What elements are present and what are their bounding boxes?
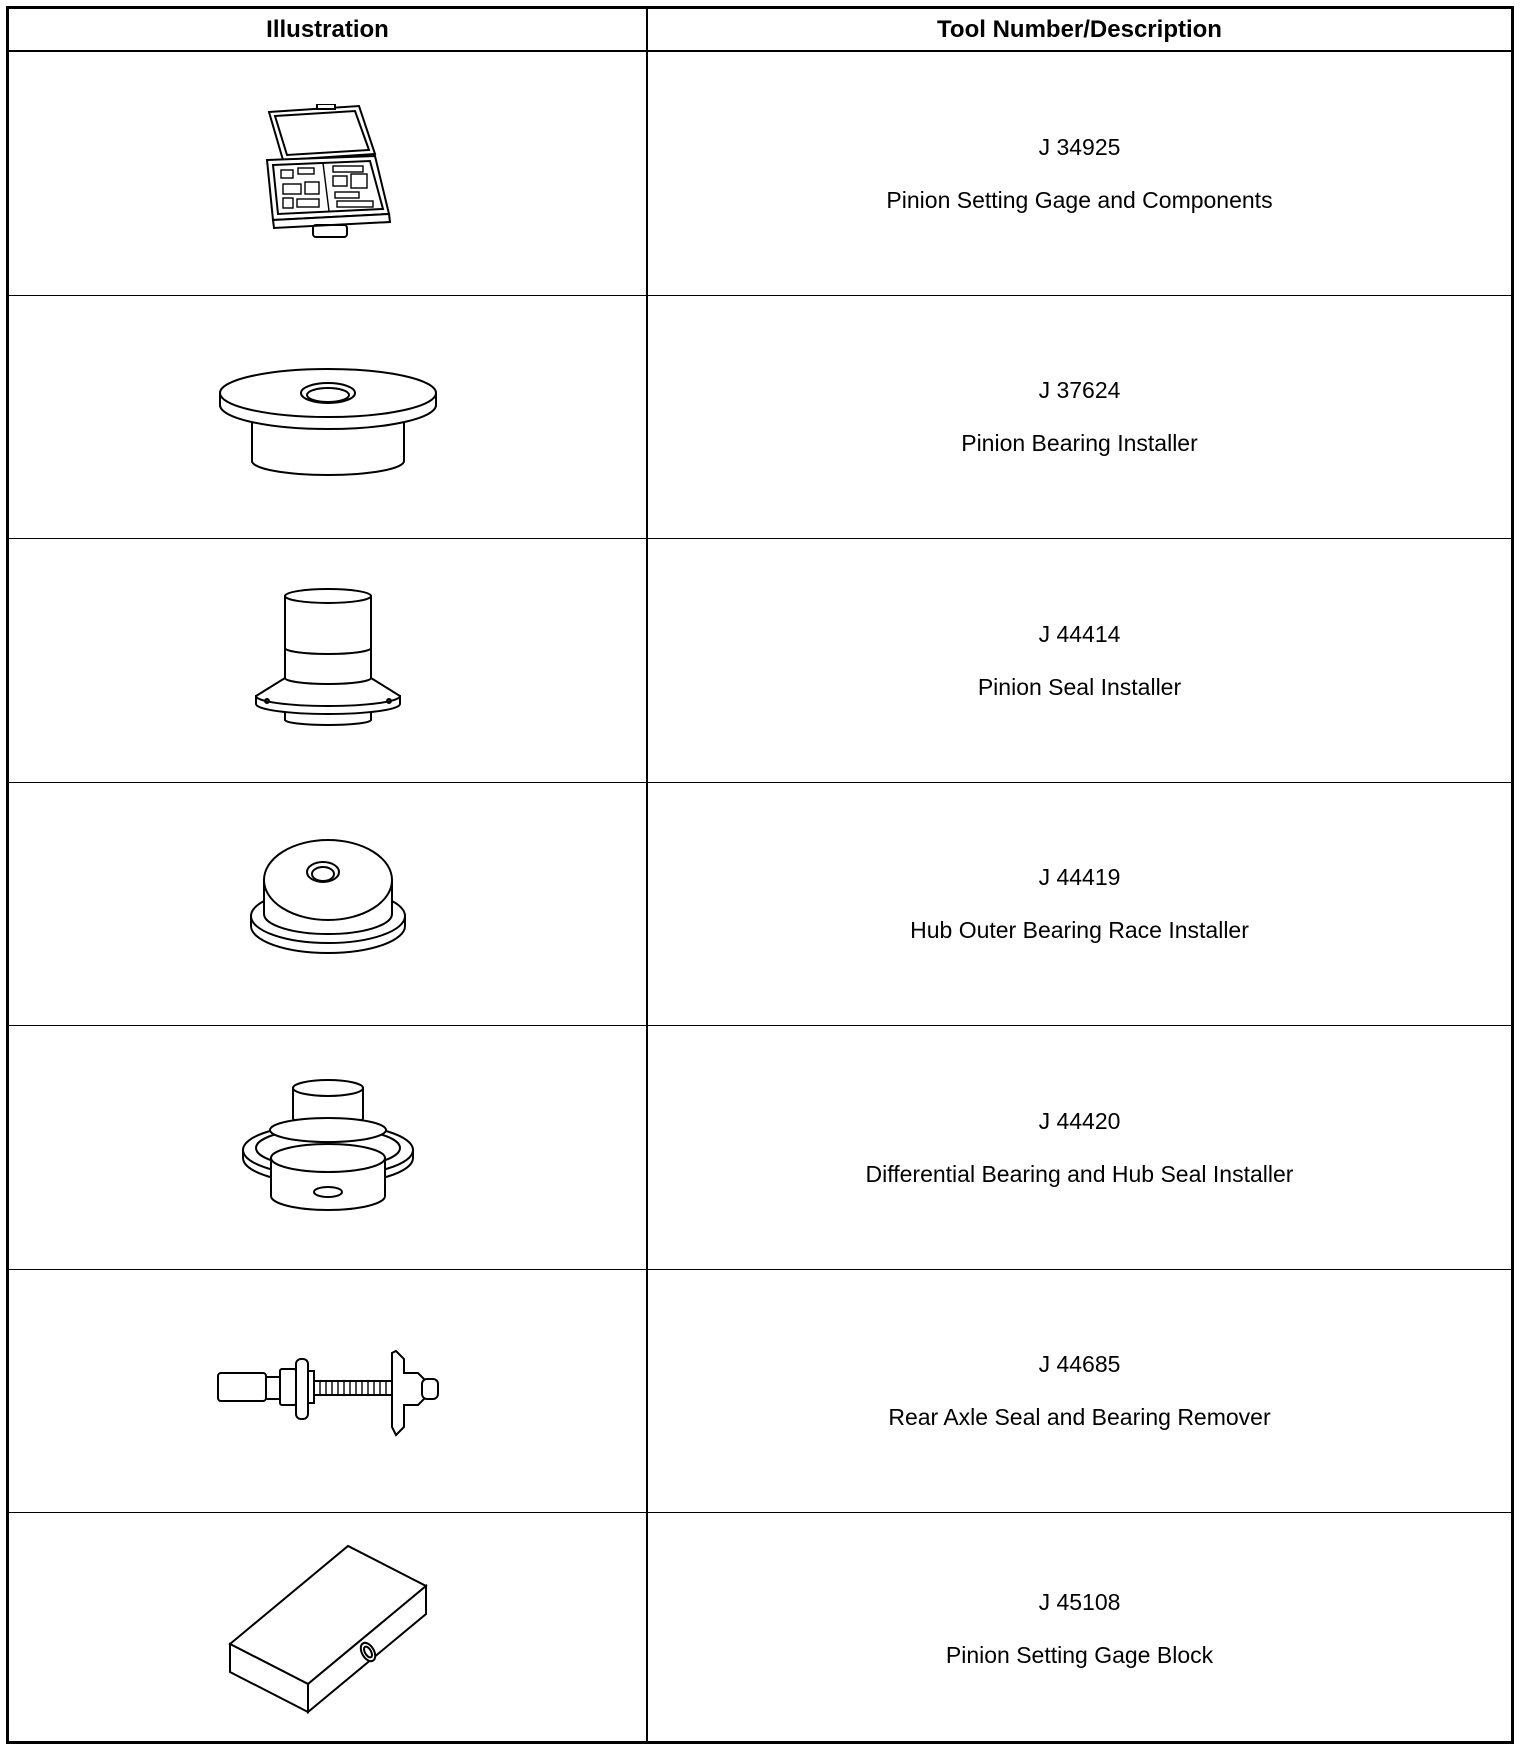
special-tools-table [6, 6, 1514, 1744]
tool-description: Differential Bearing and Hub Seal Installer [865, 1160, 1294, 1187]
table-row [9, 1270, 1511, 1512]
description-cell [648, 783, 1511, 1025]
seal-remover-icon [216, 1341, 440, 1441]
table-header [9, 9, 1511, 52]
illustration-cell [9, 1270, 646, 1512]
tool-number: J 44419 [1038, 864, 1121, 890]
seal-installer-icon [253, 586, 403, 736]
tool-number: J 44685 [1038, 1351, 1121, 1377]
table-row [9, 1026, 1511, 1269]
header-illustration: Illustration [266, 15, 389, 43]
description-cell [648, 1026, 1511, 1269]
table-row [9, 52, 1511, 295]
tool-description: Pinion Setting Gage Block [945, 1641, 1214, 1668]
illustration-cell [9, 783, 646, 1025]
race-installer-icon [248, 834, 408, 974]
tool-description: Pinion Setting Gage and Components [886, 186, 1273, 213]
table-row [9, 539, 1511, 782]
tool-description: Pinion Seal Installer [977, 673, 1182, 700]
bearing-installer-icon [218, 347, 438, 487]
tool-number: J 34925 [1038, 133, 1121, 160]
description-cell [648, 539, 1511, 782]
description-cell [648, 1270, 1511, 1512]
table-row [9, 783, 1511, 1025]
tool-description: Pinion Bearing Installer [961, 430, 1198, 456]
table-row [9, 296, 1511, 538]
description-cell [648, 52, 1511, 295]
tool-case-icon [253, 104, 403, 244]
illustration-cell [9, 52, 646, 295]
description-cell [648, 296, 1511, 538]
table-row [9, 1513, 1511, 1744]
tool-description: Hub Outer Bearing Race Installer [910, 917, 1249, 943]
tool-number: J 45108 [1038, 1588, 1121, 1615]
gage-block-icon [228, 1544, 428, 1714]
tool-number: J 37624 [1038, 377, 1121, 403]
header-tool-description: Tool Number/Description [937, 15, 1222, 43]
tool-description: Rear Axle Seal and Bearing Remover [888, 1404, 1271, 1430]
description-cell [648, 1513, 1511, 1744]
illustration-cell [9, 539, 646, 782]
illustration-cell [9, 1026, 646, 1269]
tool-number: J 44414 [1038, 620, 1121, 647]
tool-number: J 44420 [1038, 1107, 1121, 1134]
illustration-cell [9, 1513, 646, 1744]
illustration-cell [9, 296, 646, 538]
hub-seal-installer-icon [241, 1078, 415, 1218]
